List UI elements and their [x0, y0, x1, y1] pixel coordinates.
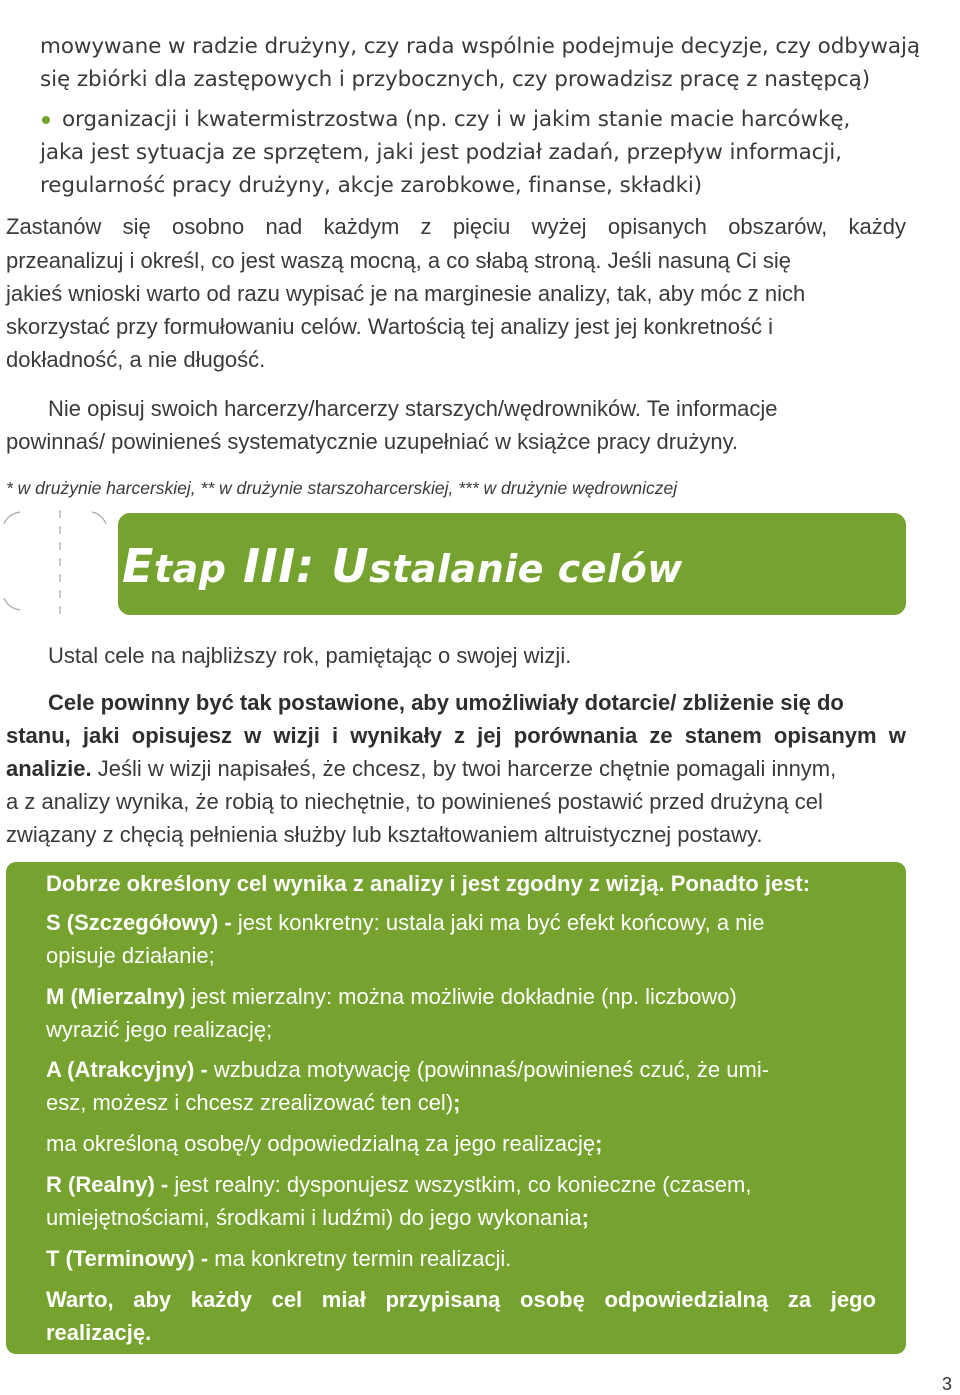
- bullet-icon: [42, 116, 50, 124]
- smart-s-item: S (Szczegółowy) - jest konkretny: ustala jaki ma być efekt końcowy, a nie: [46, 910, 765, 935]
- page-number: 3: [941, 1374, 952, 1394]
- smart-r-item-cont: umiejętnościami, środkami i ludźmi) do jego wykonania;: [46, 1205, 589, 1230]
- smart-goals-box: [6, 862, 906, 1354]
- box-heading: Dobrze określony cel wynika z analizy i jest zgodny z wizją. Ponadto jest:: [46, 871, 811, 896]
- box-conclusion-cont: realizację.: [46, 1320, 152, 1345]
- paragraph-line: Zastanów się osobno nad każdym z pięciu wyżej opisanych obszarów, każdy: [6, 214, 906, 239]
- smart-a-item: A (Atrakcyjny) - wzbudza motywację (powinnaś/powinieneś czuć, że umi-: [46, 1057, 770, 1082]
- smart-m-item: M (Mierzalny) jest mierzalny: można możliwie dokładnie (np. liczbowo): [46, 984, 737, 1009]
- smart-a-item-2: ma określoną osobę/y odpowiedzialną za jego realizację;: [46, 1131, 603, 1156]
- stage-bold-line: Cele powinny być tak postawione, aby umożliwiały dotarcie/ zbliżenie się do: [48, 690, 844, 715]
- list-continuation-line: się zbiórki dla zastępowych i przybocznych, czy prowadzisz pracę z następcą): [40, 67, 870, 92]
- paragraph-line: skorzystać przy formułowaniu celów. Wartością tej analizy jest jej konkretność i: [6, 314, 774, 339]
- list-item-line: jaka jest sytuacja ze sprzętem, jaki jest podział zadań, przepływ informacji,: [40, 140, 842, 165]
- list-item-line: regularność pracy drużyny, akcje zarobkowe, finanse, składki): [40, 173, 703, 198]
- bullet-item-organization: organizacji i kwatermistrzostwa (np. czy i w jakim stanie macie harcówkę,: [40, 103, 850, 136]
- smart-a-item-cont: esz, możesz i chcesz zrealizować ten cel);: [46, 1090, 461, 1115]
- stage-bold-line: stanu, jaki opisujesz w wizji i wynikały z jej porównania ze stanem opisanym w: [6, 723, 906, 748]
- smart-m-item-cont: wyrazić jego realizację;: [46, 1017, 273, 1042]
- stage-intro: Ustal cele na najbliższy rok, pamiętając o swojej wizji.: [48, 643, 572, 668]
- paragraph-line: dokładność, a nie długość.: [6, 347, 266, 372]
- smart-r-item: R (Realny) - jest realny: dysponujesz wszystkim, co konieczne (czasem,: [46, 1172, 752, 1197]
- paragraph-line: powinnaś/ powinieneś systematycznie uzupełniać w książce pracy drużyny.: [6, 429, 739, 454]
- box-conclusion: Warto, aby każdy cel miał przypisaną osobę odpowiedzialną za jego: [46, 1287, 876, 1312]
- stage-line: analizie. Jeśli w wizji napisałeś, że chcesz, by twoi harcerze chętnie pomagali innym,: [6, 756, 837, 781]
- smart-t-item: T (Terminowy) - ma konkretny termin realizacji.: [46, 1246, 512, 1271]
- list-continuation-line: mowywane w radzie drużyny, czy rada wspólnie podejmuje decyzje, czy odbywają: [40, 34, 920, 59]
- section-title: Etap III: Ustalanie celów: [122, 539, 683, 593]
- paragraph-line: jakieś wnioski warto od razu wypisać je na marginesie analizy, tak, aby móc z nich: [6, 281, 806, 306]
- smart-s-item-cont: opisuje działanie;: [46, 943, 215, 968]
- stage-line: związany z chęcią pełnienia służby lub kształtowaniem altruistycznej postawy.: [6, 822, 763, 847]
- paragraph-line: przeanalizuj i określ, co jest waszą mocną, a co słabą stroną. Jeśli nasuną Ci się: [6, 248, 792, 273]
- paragraph-line: Nie opisuj swoich harcerzy/harcerzy starszych/wędrowników. Te informacje: [48, 396, 778, 421]
- stage-line: a z analizy wynika, że robią to niechętnie, to powinieneś postawić przed drużyną cel: [6, 789, 823, 814]
- corner-marks-decoration: [0, 506, 112, 618]
- footnote: * w drużynie harcerskiej, ** w drużynie starszoharcerskiej, *** w drużynie wędrowniczej: [6, 478, 678, 498]
